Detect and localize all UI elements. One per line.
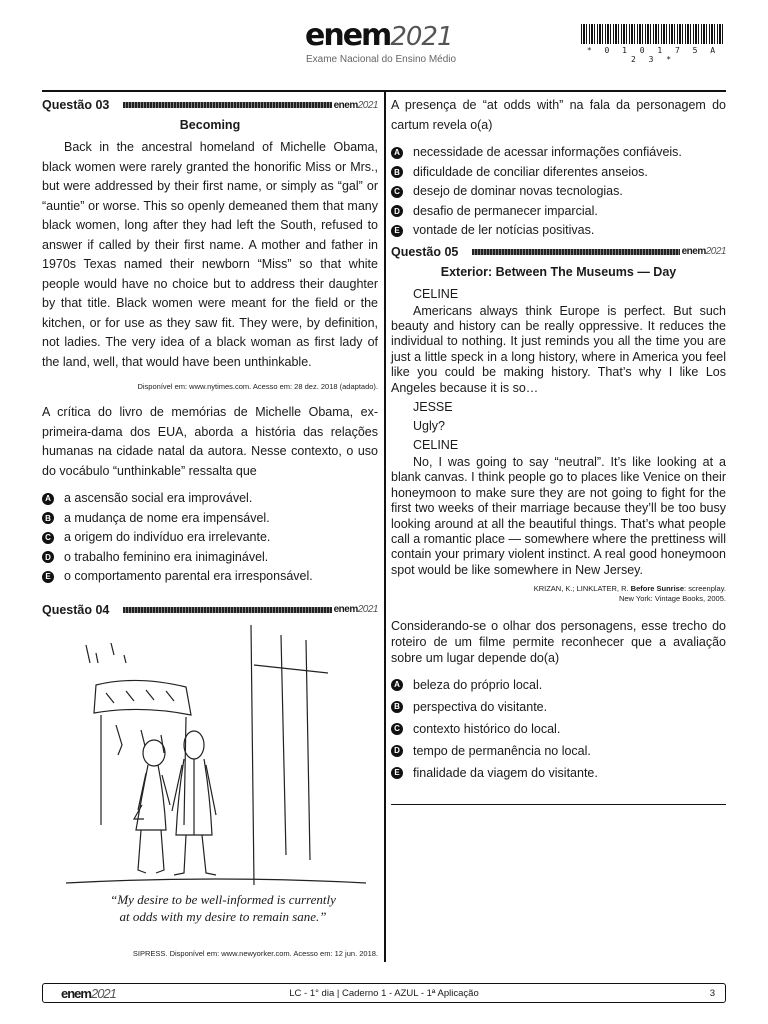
question-03-header — [42, 96, 378, 114]
speaker-name: JESSE — [413, 399, 453, 414]
option-letter-a: A — [391, 679, 403, 691]
question-05-stem: Considerando-se o olhar dos personagens, esse trecho do roteiro de um filme permite reconhecer que a avaliação sobre um lugar depende do(a) — [391, 619, 726, 666]
option-letter-c: C — [42, 532, 54, 544]
page-footer — [42, 983, 726, 1003]
header-bar — [123, 607, 331, 613]
footer-text: LC - 1° dia | Caderno 1 - AZUL - 1ª Aplicação — [289, 987, 479, 999]
option-b[interactable]: B a mudança de nome era impensável. — [42, 509, 378, 529]
text-title: Becoming — [179, 118, 241, 132]
barcode-text: * 0 1 0 1 7 5 A 2 3 * — [586, 46, 720, 64]
option-letter-e: E — [391, 767, 403, 779]
option-c[interactable]: C a origem do indivíduo era irrelevante. — [42, 528, 378, 548]
enem-mini-logo: enem2021 — [681, 246, 726, 257]
script-title: Exterior: Between The Museums — Day — [440, 264, 677, 279]
end-rule — [391, 804, 726, 805]
question-label: Questão 03 — [42, 98, 110, 112]
exam-subtitle: Exame Nacional do Ensino Médio — [306, 54, 457, 65]
option-e[interactable]: E o comportamento parental era irresponsável. — [42, 567, 378, 587]
option-e[interactable]: E finalidade da viagem do visitante. — [391, 762, 726, 784]
question-05-options — [391, 674, 726, 784]
cartoon-image — [66, 625, 366, 945]
right-column — [391, 96, 726, 805]
footer-logo: enem2021 — [61, 985, 116, 1001]
option-letter-e: E — [42, 571, 54, 583]
question-label: Questão 05 — [391, 244, 459, 259]
page-header — [0, 0, 768, 90]
enem-mini-logo: enem2021 — [333, 604, 378, 615]
question-04-options — [391, 143, 726, 241]
header-bar — [472, 249, 679, 255]
header-bar — [123, 102, 331, 108]
question-label: Questão 04 — [42, 602, 110, 617]
script-speech: No, I was going to say “neutral”. It’s like looking at a blank canvas. I think people go to places like Venice on their honeymoon to make sure they are not going to fight for the first two weeks of their marriage because they’ll be too busy looking around at all the beautiful things. That’s what people call a romantic place — somewhere where the prettiness will contain your primary violent instinct. A real good honeymoon spot would be like somewhere in New Jersey. — [391, 454, 726, 577]
speaker-name: CELINE — [413, 437, 459, 452]
option-letter-a: A — [391, 147, 403, 159]
option-letter-a: A — [42, 493, 54, 505]
question-stem: A crítica do livro de memórias de Michelle Obama, ex-primeira-dama dos EUA, aborda a história das relações humanas na cidade natal da autora. Nesse contexto, o uso do vocábulo “unthinkable” ressalta que — [42, 405, 378, 478]
option-letter-d: D — [391, 205, 403, 217]
question-05-header — [391, 243, 726, 261]
script-speech: Americans always think Europe is perfect. But such beauty and history can be really oppressive. It reduces the individual to nothing. It just reminds you all the time you are just a little speck in a long history, where in America you feel like you could be making history. That’s why I like Los Angeles because it is so… — [391, 303, 726, 395]
page-number: 3 — [709, 987, 715, 999]
option-letter-e: E — [391, 225, 403, 237]
question-04-header — [42, 601, 378, 619]
option-c[interactable]: C contexto histórico do local. — [391, 718, 726, 740]
options-list — [42, 489, 378, 587]
column-divider — [384, 92, 386, 962]
cartoon-caption: “My desire to be well-informed is currently at odds with my desire to remain sane.” — [110, 891, 336, 924]
option-d[interactable]: D o trabalho feminino era inimaginável. — [42, 548, 378, 568]
option-c[interactable]: C desejo de dominar novas tecnologias. — [391, 182, 726, 202]
option-a[interactable]: A necessidade de acessar informações confiáveis. — [391, 143, 726, 163]
option-a[interactable]: A beleza do próprio local. — [391, 674, 726, 696]
option-d[interactable]: D desafio de permanecer imparcial. — [391, 202, 726, 222]
speaker-name: CELINE — [413, 286, 459, 301]
option-letter-d: D — [391, 745, 403, 757]
option-letter-c: C — [391, 186, 403, 198]
barcode — [581, 24, 725, 44]
option-b[interactable]: B dificuldade de conciliar diferentes anseios. — [391, 163, 726, 183]
option-letter-b: B — [391, 166, 403, 178]
option-letter-b: B — [42, 512, 54, 524]
option-e[interactable]: E vontade de ler notícias positivas. — [391, 221, 726, 241]
enem-logo: enem2021 — [305, 18, 453, 53]
left-column — [42, 96, 378, 970]
cartoon-drawing — [66, 625, 366, 887]
enem-mini-logo: enem2021 — [333, 99, 378, 111]
option-d[interactable]: D tempo de permanência no local. — [391, 740, 726, 762]
option-b[interactable]: B perspectiva do visitante. — [391, 696, 726, 718]
script-speech: Ugly? — [413, 418, 445, 433]
cartoon-source: SIPRESS. Disponível em: www.newyorker.com. Acesso em: 12 jun. 2018. — [132, 948, 378, 958]
option-letter-c: C — [391, 723, 403, 735]
text-source: Disponível em: www.nytimes.com. Acesso em: 28 dez. 2018 (adaptado). — [137, 382, 378, 391]
option-letter-d: D — [42, 551, 54, 563]
option-letter-b: B — [391, 701, 403, 713]
script-source: KRIZAN, K.; LINKLATER, R. Before Sunrise: screenplay. New York: Vintage Books, 2005. — [533, 584, 726, 604]
reading-text: Back in the ancestral homeland of Michelle Obama, black women were rarely granted the honorific Miss or Mrs., but were addressed by their first name, or simply as “gal” or “auntie” or worse. This so openly demeaned them that many black women, long after they had left the South, refused to answer if called by their first name. A mother and father in 1970s Texas named their newborn “Miss” so that white people would have no choice but to address their daughter by that title. Black women were meant for the field or the kitchen, or for use as they saw fit. They were, by definition, not ladies. The very idea of a black woman as first lady of the land, well, that would have been unthinkable. — [42, 140, 378, 369]
option-a[interactable]: A a ascensão social era improvável. — [42, 489, 378, 509]
question-04-stem: A presença de “at odds with” na fala da personagem do cartum revela o(a) — [391, 98, 726, 132]
